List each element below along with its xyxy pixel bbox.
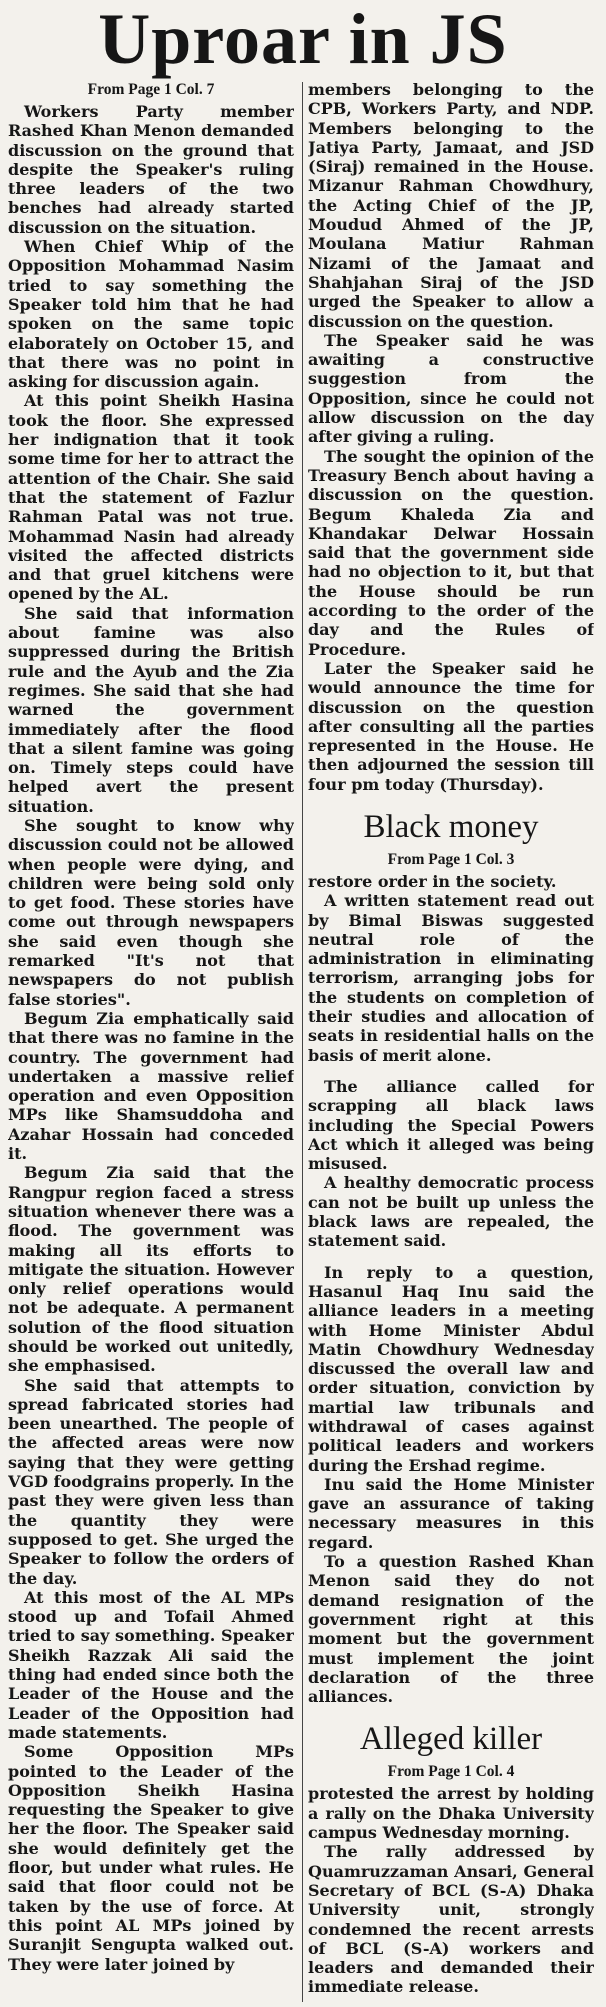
alleged-killer-paragraph: The rally addressed by Quamruzzaman Ansari, General Secretary of BCL (S-A) Dhaka University unit, strongly condemned the recent arrests of BCL (S-A) workers and leaders and demanded their immediate release. (308, 1842, 594, 1997)
newspaper-clipping (8, 0, 598, 2007)
uproar-paragraph: Later the Speaker said he would announce the time for discussion on the question after consulting all the parties represented in the House. He then adjourned the session till four pm today (Thursday). (308, 658, 594, 794)
black-money-jumpline: From Page 1 Col. 3 (387, 850, 515, 868)
main-headline: Uproar in JS (98, 0, 508, 79)
uproar-paragraph: Begum Zia emphatically said that there was no famine in the country. The government had undertaken a massive relief operation and even Opposition MPs like Shamsuddoha and Azahar Hossain had conceded it. (8, 1008, 294, 1164)
uproar-continuation: members belonging to the CPB, Workers Party, and NDP. Members belonging to the Jatiya Party, Jamaat, and JSD (Siraj) remained in the House. Mizanur Rahman Chowdhury, the Acting Chief of the JP, Moudud Ahmed of the JP, Moulana Matiur Rahman Nizami of the Jamaat and Shahjahan Siraj of the JSD urged the Speaker to allow a discussion on the question. (308, 80, 594, 331)
left-column (8, 80, 294, 2005)
black-money-paragraph: A written statement read out by Bimal Biswas suggested neutral role of the administration in eliminating terrorism, arranging jobs for the students on completion of their studies and allocation of seats in residential halls on the basis of merit alone. (308, 891, 594, 1065)
uproar-paragraph: Some Opposition MPs pointed to the Leader of the Opposition Sheikh Hasina requesting the Speaker to give her the floor. The Speaker said she would definitely get the floor, but under what rules. He said that floor could not be taken by the use of force. At this point AL MPs joined by Suranjit Sengupta walked out. They were later joined by (8, 1742, 294, 1974)
uproar-paragraph: The sought the opinion of the Treasury Bench about having a discussion on the question. Begum Khaleda Zia and Khandakar Delwar Hossain said that the government side had no objection to it, but that the House should be run according to the order of the day and the Rules of Procedure. (308, 446, 594, 659)
black-money-paragraph: A healthy democratic process can not be built up unless the black laws are repealed, the statement said. (308, 1173, 594, 1251)
uproar-paragraph: Workers Party member Rashed Khan Menon demanded discussion on the ground that despite the Speaker's ruling three leaders of the two benches had already started discussion on the situation. (8, 102, 294, 237)
uproar-paragraph: When Chief Whip of the Opposition Mohammad Nasim tried to say something the Speaker told him that he had spoken on the same topic elaborately on October 15, and that there was no point in asking for discussion again. (8, 237, 294, 392)
uproar-paragraph: She said that attempts to spread fabricated stories had been unearthed. The people of the affected areas were now saying that they were getting VGD foodgrains properly. In the past they were given less than the quantity they were supposed to get. She urged the Speaker to follow the orders of the day. (8, 1375, 294, 1588)
uproar-paragraph: Begum Zia said that the Rangpur region faced a stress situation whenever there was a flood. The government was making all its efforts to mitigate the situation. However only relief operations would not be adequate. A permanent solution of the flood situation should be worked out unitedly, she emphasised. (8, 1163, 294, 1376)
black-money-paragraph: Inu said the Home Minister gave an assurance of taking necessary measures in this regard. (308, 1474, 594, 1552)
black-money-paragraph: To a question Rashed Khan Menon said they do not demand resignation of the government right at this moment but the government must implement the joint declaration of the three alliances. (308, 1552, 594, 1707)
uproar-paragraph: At this point Sheikh Hasina took the floor. She expressed her indignation that it took some time for her to attract the attention of the Chair. She said that the statement of Fazlur Rahman Patal was not true. Mohammad Nasin had already visited the affected districts and that gruel kitchens were opened by the AL. (8, 391, 294, 604)
paragraph-gap (308, 1065, 594, 1077)
uproar-jumpline: From Page 1 Col. 7 (87, 81, 215, 98)
uproar-paragraph: She said that information about famine was also suppressed during the British rule and the Ayub and the Zia regimes. She said that she had warned the government immediately after the flood that a silent famine was going on. Timely steps could have helped avert the present situation. (8, 603, 294, 816)
black-money-paragraph: restore order in the society. (308, 871, 557, 891)
uproar-paragraph: She sought to know why discussion could not be allowed when people were dying, and children were being sold only to get food. These stories have come out through newspapers she said even though she remarked "It's not that newspapers do not publish false stories". (8, 815, 294, 1009)
uproar-paragraph: The Speaker said he was awaiting a constructive suggestion from the Opposition, since he could not allow discussion on the day after giving a ruling. (308, 330, 594, 447)
right-column (308, 80, 594, 2005)
black-money-paragraph: The alliance called for scrapping all black laws including the Special Powers Act which it alleged was being misused. (308, 1076, 594, 1174)
alleged-killer-headline: Alleged killer (359, 1721, 543, 1758)
alleged-killer-paragraph: protested the arrest by holding a rally on the Dhaka University campus Wednesday morning. (308, 1784, 594, 1843)
black-money-paragraph: In reply to a question, Hasanul Haq Inu said the alliance leaders in a meeting with Home Minister Abdul Matin Chowdhury Wednesday discussed the overall law and order situation, conviction by martial law tribunals and withdrawal of cases against political leaders and workers during the Ershad regime. (308, 1262, 594, 1475)
column-divider (302, 82, 303, 2002)
black-money-headline: Black money (363, 808, 539, 845)
paragraph-gap (308, 1251, 594, 1263)
uproar-paragraph: At this most of the AL MPs stood up and Tofail Ahmed tried to say something. Speaker Sheikh Razzak Ali said the thing had ended since both the Leader of the House and the Leader of the Opposition had made statements. (8, 1587, 294, 1742)
alleged-killer-jumpline: From Page 1 Col. 4 (387, 1763, 515, 1781)
